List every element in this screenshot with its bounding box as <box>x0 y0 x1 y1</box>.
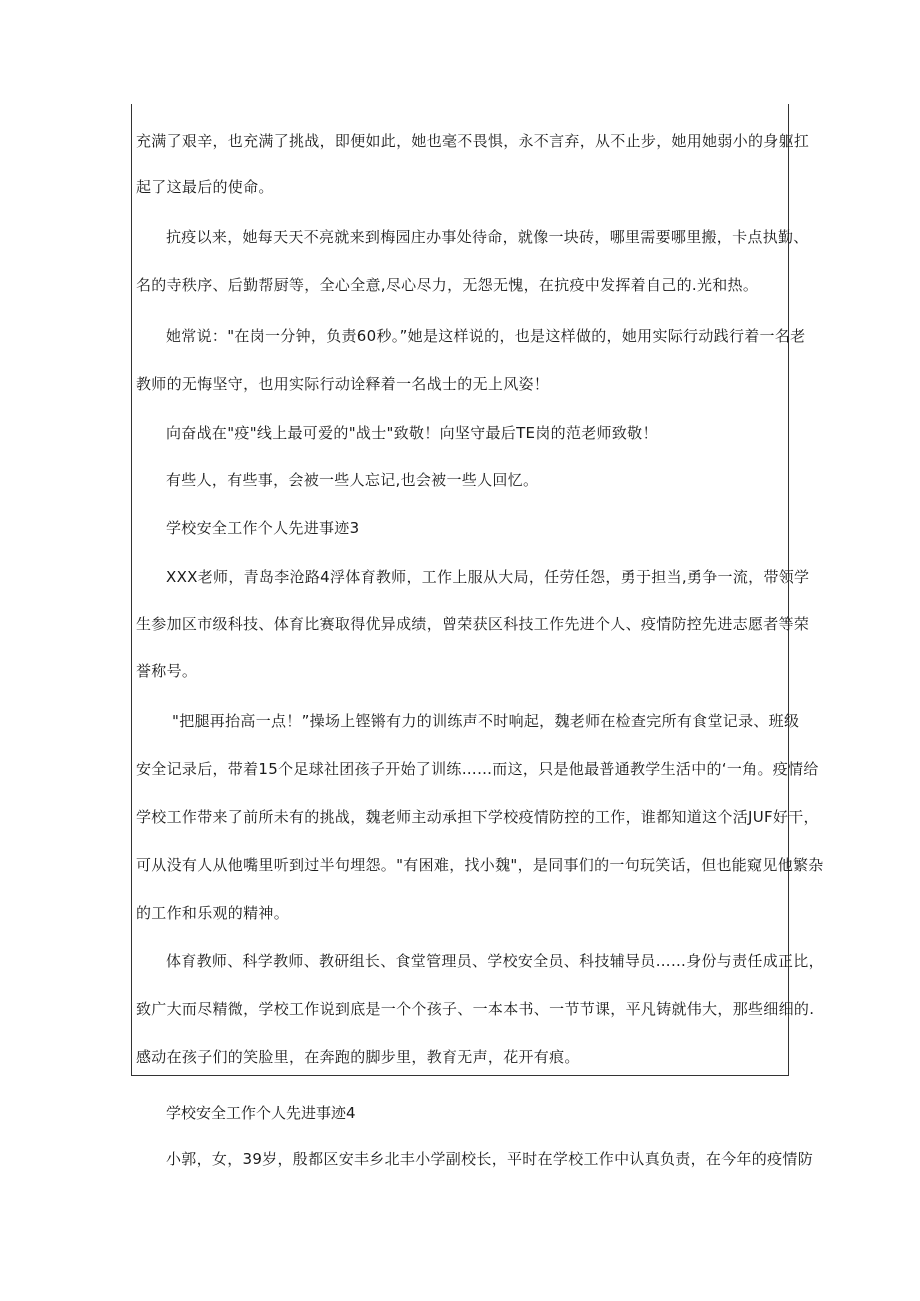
paragraph-line: 安全记录后，带着15个足球社团孩子开始了训练……而这，只是他最普通教学生活中的‘一角。疫情给 <box>136 760 819 778</box>
paragraph-line: 的工作和乐观的精神。 <box>136 904 290 922</box>
section-heading: 学校安全工作个人先进事迹4 <box>166 1104 356 1122</box>
paragraph-line: "把腿再抬高一点！”操场上铿锵有力的训练声不时响起，魏老师在检查完所有食堂记录、班级 <box>172 712 800 730</box>
paragraph-line: 生参加区市级科技、体育比赛取得优异成绩，曾荣获区科技工作先进个人、疫情防控先进志愿者等荣 <box>136 615 810 633</box>
paragraph-line: 充满了艰辛，也充满了挑战，即便如此，她也毫不畏惧，永不言弃，从不止步，她用她弱小的身躯扛 <box>136 132 810 150</box>
bordered-text-box <box>131 104 789 1076</box>
paragraph-line: 有些人，有些事，会被一些人忘记,也会被一些人回忆。 <box>166 471 539 489</box>
section-heading: 学校安全工作个人先进事迹3 <box>166 519 360 537</box>
paragraph-line: 起了这最后的使命。 <box>136 178 274 196</box>
paragraph-line: 体育教师、科学教师、教研组长、食堂管理员、学校安全员、科技辅导员……身份与责任成正比， <box>166 952 824 970</box>
paragraph-line: 她常说："在岗一分钟，负责60秒。”她是这样说的，也是这样做的，她用实际行动践行着一名老 <box>166 327 806 345</box>
paragraph-line: 可从没有人从他嘴里听到过半句埋怨。"有困难，找小魏"，是同事们的一句玩笑话，但也能窥见他繁杂 <box>136 856 824 874</box>
paragraph-line: 学校工作带来了前所未有的挑战，魏老师主动承担下学校疫情防控的工作，谁都知道这个活JUF好干， <box>136 808 819 826</box>
paragraph-line: 抗疫以来，她每天天不亮就来到梅园庄办事处待命，就像一块砖，哪里需要哪里搬，卡点执勤、 <box>166 228 809 246</box>
paragraph-line: 教师的无悔坚守，也用实际行动诠释着一名战士的无上风姿！ <box>136 375 550 393</box>
paragraph-line: 名的寺秩序、后勤帮厨等，全心全意,尽心尽力，无怨无愧，在抗疫中发挥着自己的.光和热。 <box>136 276 759 294</box>
paragraph-line: 致广大而尽精微，学校工作说到底是一个个孩子、一本本书、一节节课，平凡铸就伟大，那些细细的. <box>136 1000 815 1018</box>
paragraph-line: XXX老师，青岛李沧路4浮体育教师，工作上服从大局，任劳任怨，勇于担当,勇争一流，带领学 <box>166 568 810 586</box>
paragraph-line: 向奋战在"疫"线上最可爱的"战士"致敬！向坚守最后TE岗的范老师致敬！ <box>166 424 658 442</box>
paragraph-line: 誉称号。 <box>136 662 198 680</box>
paragraph-line: 小郭，女，39岁，殷都区安丰乡北丰小学副校长，平时在学校工作中认真负责，在今年的疫情防 <box>166 1150 813 1168</box>
paragraph-line: 感动在孩子们的笑脸里，在奔跑的脚步里，教育无声，花开有痕。 <box>136 1048 580 1066</box>
